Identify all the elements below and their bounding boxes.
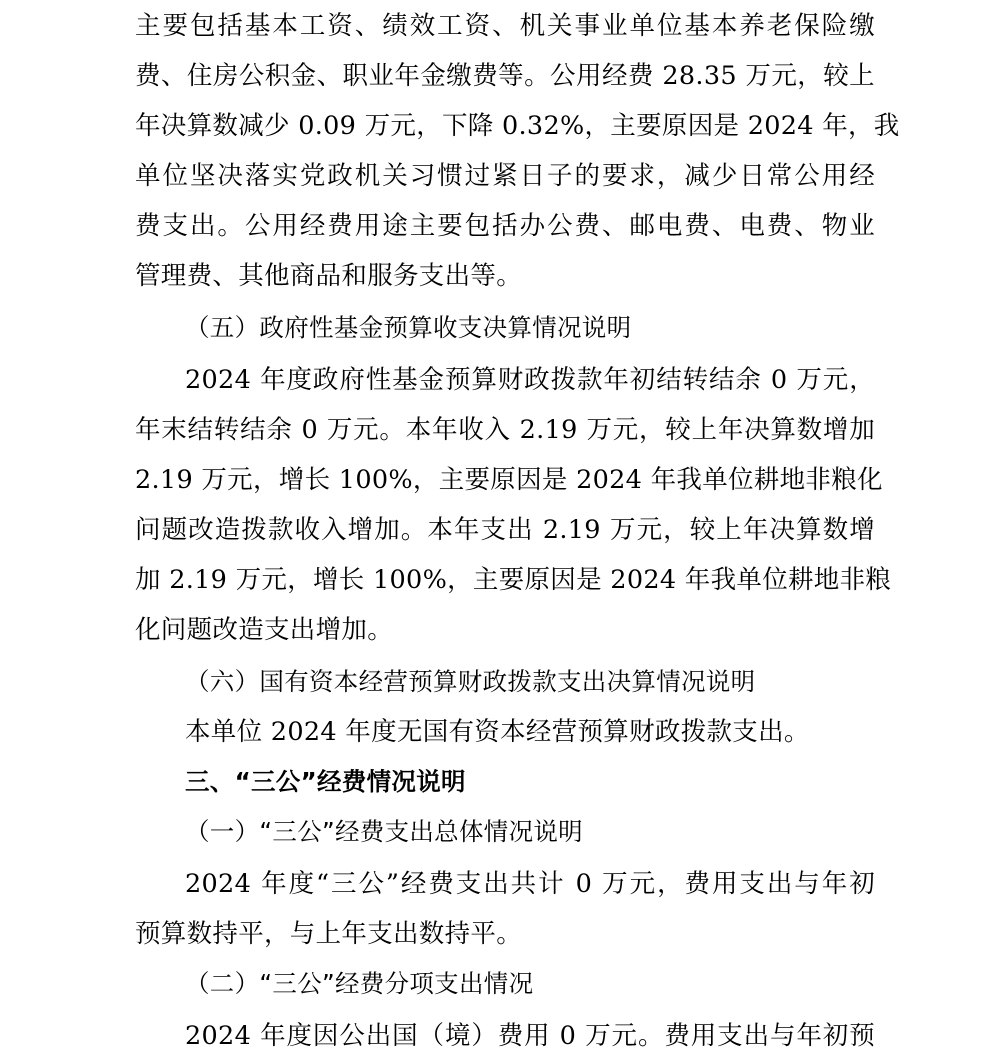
subsection-heading-2: （二）“三公”经费分项支出情况: [185, 969, 534, 998]
body-line-12: 加 2.19 万元，增长 100%，主要原因是 2024 年我单位耕地非粮: [135, 565, 892, 595]
body-line-1: 主要包括基本工资、绩效工资、机关事业单位基本养老保险缴: [135, 11, 875, 41]
body-line-9: 年末结转结余 0 万元。本年收入 2.19 万元，较上年决算数增加: [135, 415, 875, 445]
body-line-13: 化问题改造支出增加。: [135, 615, 394, 645]
body-line-8: 2024 年度政府性基金预算财政拨款年初结转结余 0 万元，: [185, 365, 875, 395]
body-line-11: 问题改造拨款收入增加。本年支出 2.19 万元，较上年决算数增: [135, 515, 875, 545]
body-line-10: 2.19 万元，增长 100%，主要原因是 2024 年我单位耕地非粮化: [135, 465, 883, 495]
body-line-21: 2024 年度因公出国（境）费用 0 万元。费用支出与年初预: [185, 1021, 875, 1051]
section-heading-6: （六）国有资本经营预算财政拨款支出决算情况说明: [185, 667, 756, 696]
body-line-2: 费、住房公积金、职业年金缴费等。公用经费 28.35 万元，较上: [135, 61, 875, 91]
section-heading-5: （五）政府性基金预算收支决算情况说明: [185, 313, 632, 342]
body-line-6: 管理费、其他商品和服务支出等。: [135, 261, 523, 291]
body-line-5: 费支出。公用经费用途主要包括办公费、邮电费、电费、物业: [135, 211, 875, 241]
body-line-18: 2024 年度“三公”经费支出共计 0 万元，费用支出与年初: [185, 869, 875, 899]
body-line-3: 年决算数减少 0.09 万元，下降 0.32%，主要原因是 2024 年，我: [135, 111, 900, 141]
body-line-19: 预算数持平，与上年支出数持平。: [135, 919, 523, 949]
subsection-heading-1: （一）“三公”经费支出总体情况说明: [185, 817, 583, 846]
body-line-4: 单位坚决落实党政机关习惯过紧日子的要求，减少日常公用经: [135, 161, 875, 191]
body-line-15: 本单位 2024 年度无国有资本经营预算财政拨款支出。: [185, 717, 810, 747]
chapter-heading-3: 三、“三公”经费情况说明: [185, 767, 466, 796]
